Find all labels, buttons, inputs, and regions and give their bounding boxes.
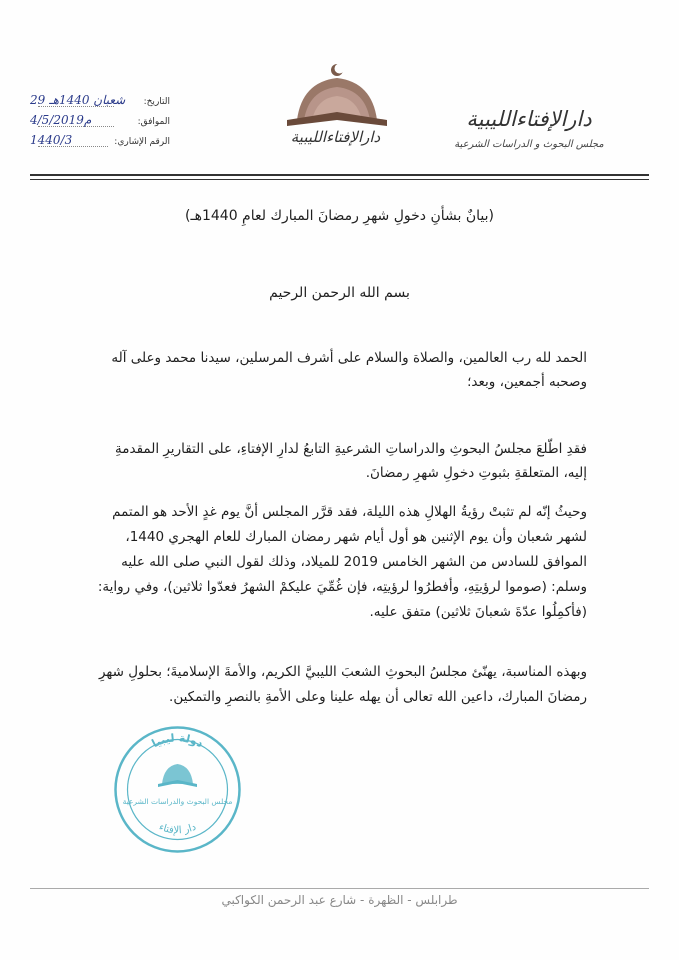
header-divider: [30, 174, 649, 176]
header-divider-thin: [30, 179, 649, 180]
org-subtitle: مجلس البحوث و الدراسات الشرعية: [454, 139, 604, 151]
stamp-bottom-text: دار الإفتاء: [157, 821, 198, 837]
gregorian-date-value: 4/5/2019م: [30, 113, 92, 127]
svg-text:دولة ليبيا: [150, 731, 206, 750]
stamp-dome-icon: [158, 764, 197, 787]
review-paragraph: فقدِ اطّلعَ مجلسُ البحوثِ والدراساتِ الشرعيةِ التابعُ لدارِ الإفتاءِ، على التقاريرِ المقدمةِ إليه، المتعلقةِ بثبوتِ دخولِ شهرِ رمضانَ.: [115, 441, 587, 481]
opening-paragraph: الحمد لله رب العالمين، والصلاة والسلام على أشرف المرسلين، سيدنا محمد وعلى آله وصحبه أجمعين، وبعد؛: [111, 350, 587, 390]
gregorian-date-label: الموافق:: [137, 117, 170, 127]
svg-text:دار الإفتاء: [157, 822, 197, 837]
basmala: بسم الله الرحمن الرحيم: [269, 285, 410, 301]
hijri-date-label: التاريخ:: [143, 97, 170, 107]
stamp-top-text: دولة ليبيا: [149, 731, 206, 751]
hijri-date-value: 29 شعبان 1440هـ: [30, 93, 126, 107]
reference-value: 1440/3: [30, 133, 73, 147]
official-stamp: [110, 722, 245, 857]
footer-divider: [30, 888, 649, 889]
letterhead-org: [449, 108, 609, 150]
document-metadata: [30, 93, 170, 157]
statement-title: (بيانٌ بشأنِ دخولِ شهرِ رمضانَ المبارك لعامِ 1440هـ): [185, 208, 494, 224]
footer-address: طرابلس - الظهرة - شارع عبد الرحمن الكواكبي: [221, 893, 458, 907]
org-name: دارالإفتاءالليبية: [466, 107, 592, 131]
reference-row: [30, 133, 170, 157]
stamp-middle-text: مجلس البحوث والدراسات الشرعية: [122, 797, 233, 806]
emblem-name: دارالإفتاءالليبية: [290, 128, 381, 146]
decision-paragraph: وحيثُ إنّه لم تثبتْ رؤيةُ الهلالِ هذه الليلة، فقد قرَّر المجلس أنَّ يوم غدٍ الأحد هو المتمم لشهر شعبان وأن يوم الإثنين هو أول أيام شهر رمضان المبارك للعام الهجري 1440، الموافق للسادس من الشهر الخامس 2019 للميلاد، وذلك لقول النبي صلى الله عليه وسلم: (صوموا لرؤيتِهِ، وأفطرُوا لرؤيتِه، فإن غُمِّيَ عليكمْ الشهرُ فعدّوا ثلاثين)، وفي رواية: (فأكمِلُوا عدّةَ شعبانَ ثلاثين) متفق عليه.: [97, 504, 587, 620]
congratulations-paragraph: وبهذه المناسبة، يهنّئ مجلسُ البحوثِ الشعبَ الليبيَّ الكريم، والأمةَ الإسلاميةَ؛ بحلولِ شهرِ رمضانَ المبارك، داعين الله تعالى أن يهله علينا وعلى الأمةِ بالنصرِ والتمكين.: [98, 664, 587, 705]
reference-label: الرقم الإشاري:: [114, 137, 170, 147]
